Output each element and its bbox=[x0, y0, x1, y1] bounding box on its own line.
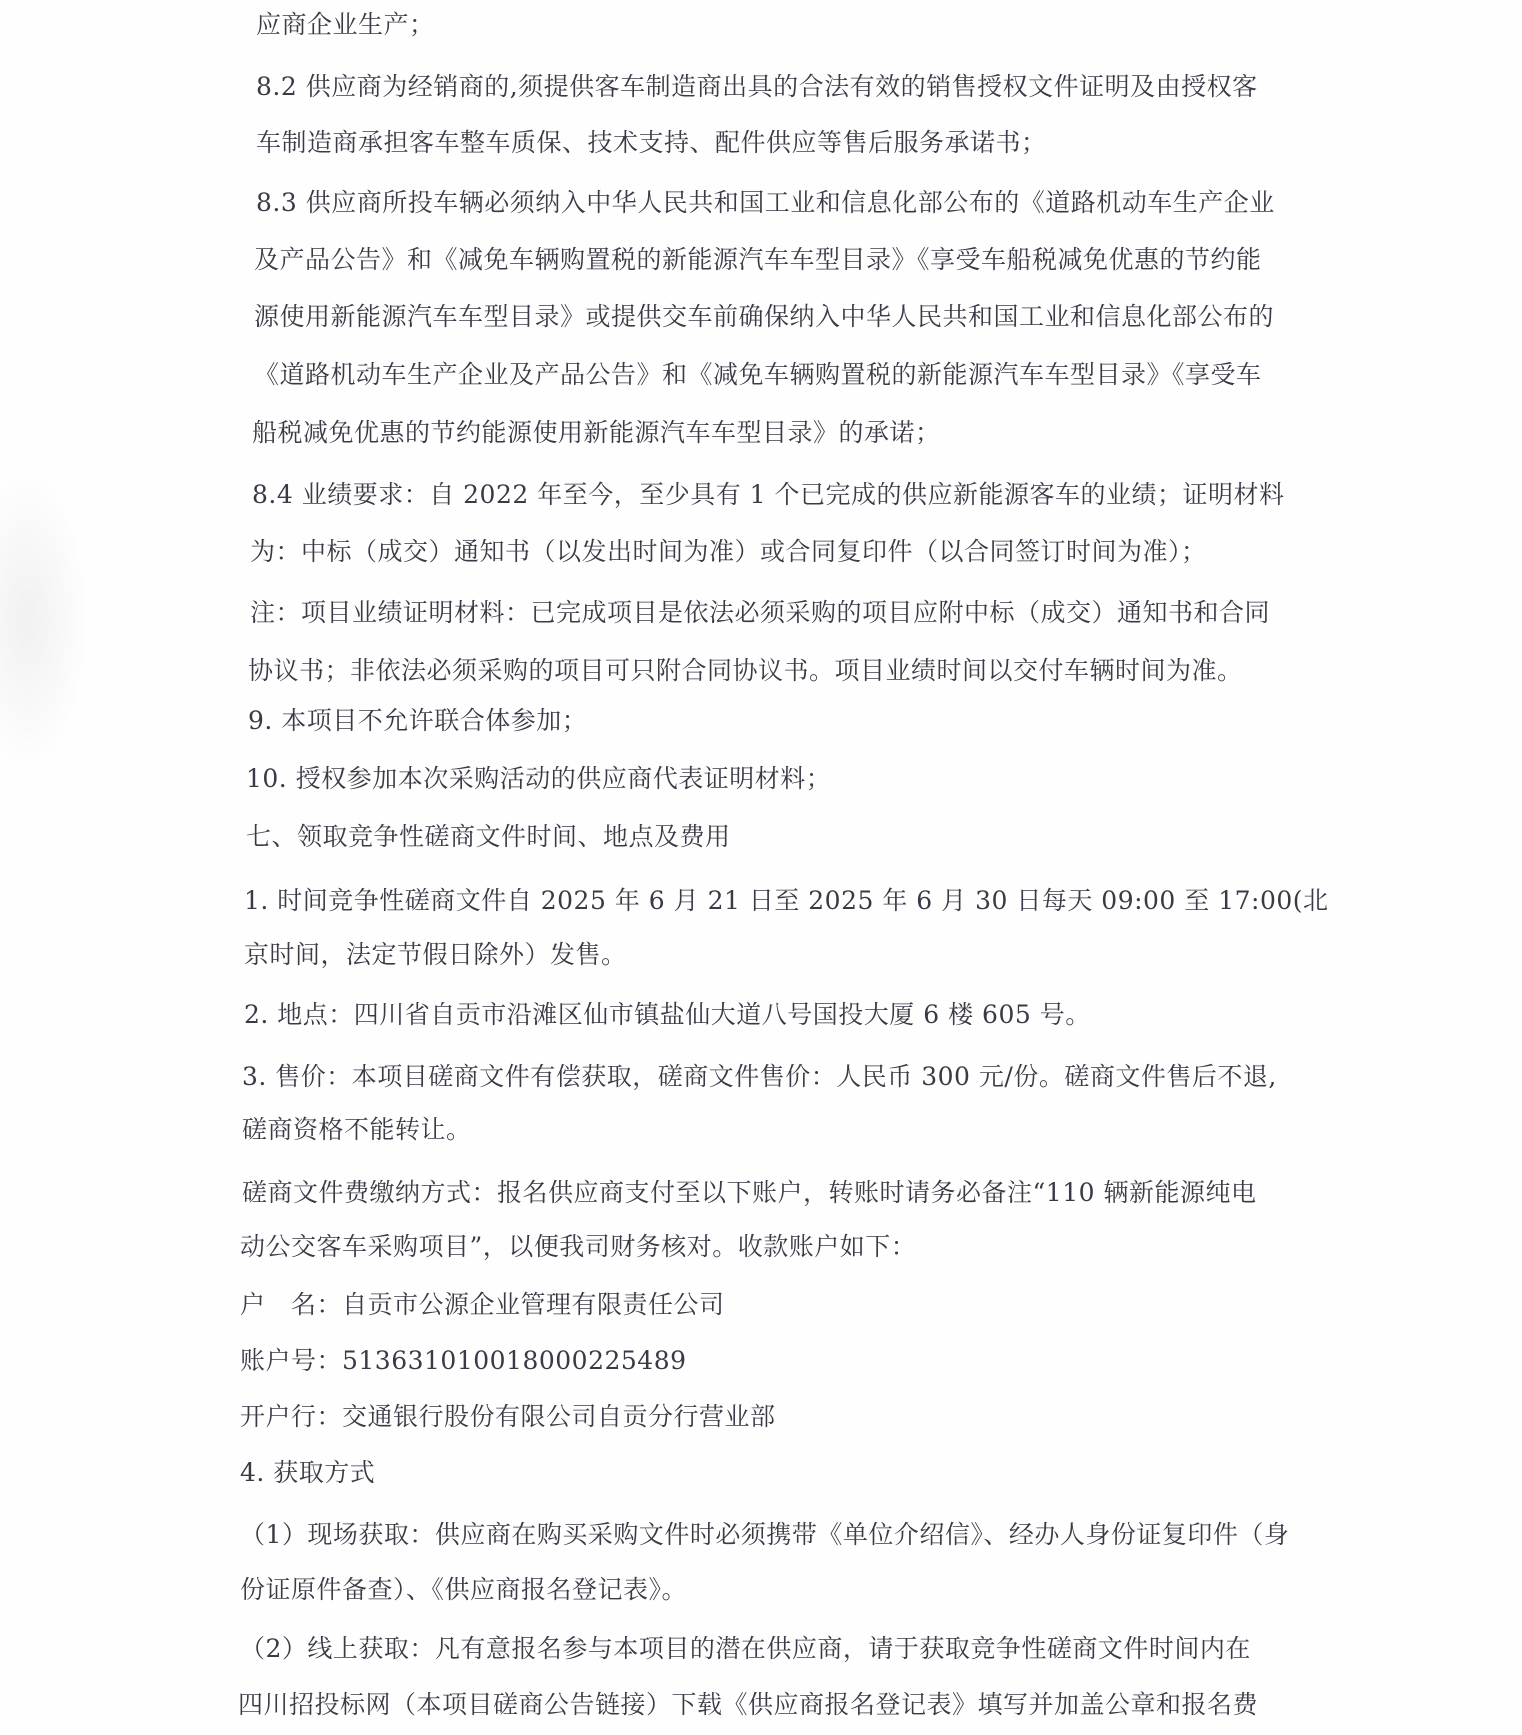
scan-smudge bbox=[0, 470, 90, 770]
text-line: 车制造商承担客车整车质保、技术支持、配件供应等售后服务承诺书； bbox=[256, 128, 1047, 157]
text-line: 及产品公告》和《减免车辆购置税的新能源汽车车型目录》《享受车船税减免优惠的节约能 bbox=[254, 245, 1262, 274]
text-line: 四川招投标网（本项目磋商公告链接）下载《供应商报名登记表》填写并加盖公章和报名费 bbox=[238, 1690, 1259, 1719]
text-line: 9. 本项目不允许联合体参加； bbox=[248, 706, 588, 735]
text-line: 为：中标（成交）通知书（以发出时间为准）或合同复印件（以合同签订时间为准）； bbox=[250, 537, 1207, 566]
text-line: （1）现场获取：供应商在购买采购文件时必须携带《单位介绍信》、经办人身份证复印件（身 bbox=[240, 1520, 1290, 1549]
section-heading: 七、领取竞争性磋商文件时间、地点及费用 bbox=[246, 822, 731, 851]
account-bank: 开户行：交通银行股份有限公司自贡分行营业部 bbox=[240, 1402, 776, 1431]
text-line: （2）线上获取：凡有意报名参与本项目的潜在供应商，请于获取竞争性磋商文件时间内在 bbox=[240, 1634, 1251, 1663]
text-line: 注：项目业绩证明材料：已完成项目是依法必须采购的项目应附中标（成交）通知书和合同 bbox=[250, 598, 1271, 627]
text-line: 协议书；非依法必须采购的项目可只附合同协议书。项目业绩时间以交付车辆时间为准。 bbox=[248, 656, 1243, 685]
text-line: 8.2 供应商为经销商的,须提供客车制造商出具的合法有效的销售授权文件证明及由授权客 bbox=[256, 72, 1258, 101]
text-line: 份证原件备查）、《供应商报名登记表》。 bbox=[240, 1575, 688, 1604]
account-name: 户 名：自贡市公源企业管理有限责任公司 bbox=[240, 1290, 725, 1319]
text-line: 8.4 业绩要求：自 2022 年至今，至少具有 1 个已完成的供应新能源客车的业绩；证明材料 bbox=[252, 480, 1285, 509]
text-line: 磋商资格不能转让。 bbox=[242, 1115, 472, 1144]
text-line: 动公交客车采购项目”，以便我司财务核对。收款账户如下： bbox=[240, 1232, 917, 1261]
text-line: 磋商文件费缴纳方式：报名供应商支付至以下账户，转账时请务必备注“110 辆新能源纯电 bbox=[242, 1178, 1257, 1207]
text-line: 船税减免优惠的节约能源使用新能源汽车车型目录》的承诺； bbox=[252, 418, 941, 447]
text-line: 京时间，法定节假日除外）发售。 bbox=[244, 940, 627, 969]
text-line: 4. 获取方式 bbox=[240, 1458, 376, 1487]
text-line: 应商企业生产； bbox=[256, 10, 435, 39]
text-line: 10. 授权参加本次采购活动的供应商代表证明材料； bbox=[246, 764, 832, 793]
text-line: 3. 售价：本项目磋商文件有偿获取，磋商文件售价：人民币 300 元/份。磋商文件售后不退, bbox=[242, 1062, 1277, 1091]
text-line: 源使用新能源汽车车型目录》或提供交车前确保纳入中华人民共和国工业和信息化部公布的 bbox=[254, 302, 1275, 331]
text-line: 1. 时间竞争性磋商文件自 2025 年 6 月 21 日至 2025 年 6 月 30 日每天 09:00 至 17:00(北 bbox=[244, 886, 1329, 915]
text-line: 8.3 供应商所投车辆必须纳入中华人民共和国工业和信息化部公布的《道路机动车生产企业 bbox=[256, 188, 1275, 217]
text-line: 《道路机动车生产企业及产品公告》和《减免车辆购置税的新能源汽车车型目录》《享受车 bbox=[254, 360, 1262, 389]
text-line: 2. 地点：四川省自贡市沿滩区仙市镇盐仙大道八号国投大厦 6 楼 605 号。 bbox=[244, 1000, 1091, 1029]
account-number: 账户号：513631010018000225489 bbox=[240, 1346, 687, 1375]
